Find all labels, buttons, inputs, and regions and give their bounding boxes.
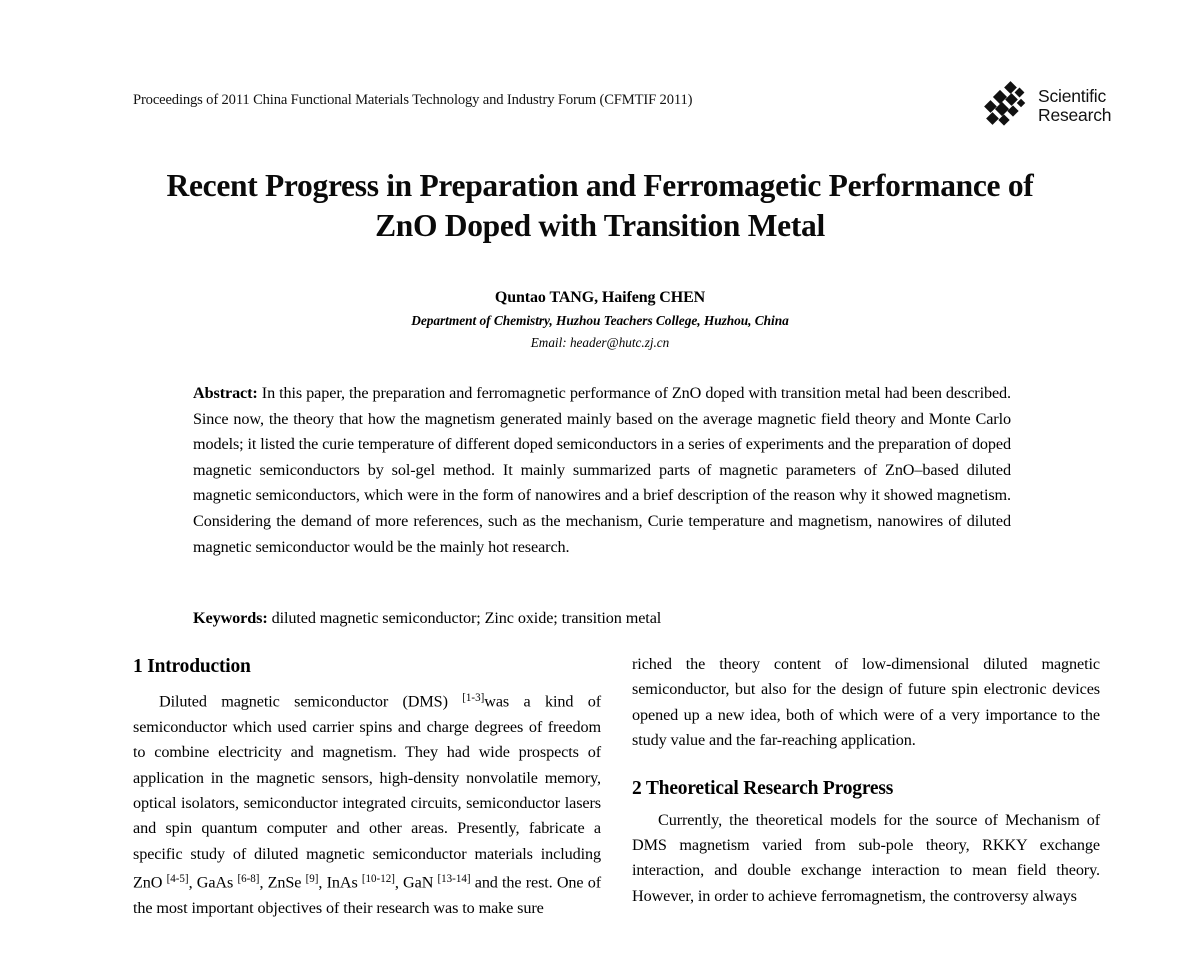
keywords-block — [193, 606, 1011, 632]
contact-email: Email: header@hutc.zj.cn — [530, 335, 670, 350]
body-column-left — [133, 652, 601, 921]
paragraph-introduction — [133, 686, 601, 921]
keywords-label: Keywords: — [193, 609, 268, 627]
intro-text-b: was a kind of semiconductor which used carrier spins and charge degrees of freedom to combine electricity and magnetism. They had wide prospects of application in the magnetic sensors, high-density nonvolatile memory, optical isolators, semiconductor integrated circuits, semiconductor lasers and spin quantum computer and other areas. Presently, fabricate a specific study of diluted magnetic semiconductor materials including ZnO — [133, 692, 601, 892]
affiliation: Department of Chemistry, Huzhou Teachers College, Huzhou, China — [411, 313, 789, 328]
abstract-text: In this paper, the preparation and ferromagnetic performance of ZnO doped with transition metal had been described. Since now, the theory that how the magnetism generated mainly based on the average magnetic field theory and Monte Carlo models; it listed the curie temperature of different doped semiconductors in a series of experiments and the preparation of doped magnetic semiconductors by sol-gel method. It mainly summarized parts of magnetic parameters of ZnO–based diluted magnetic semiconductors, which were in the form of nanowires and a brief description of the reason why it showed magnetism. Considering the demand of more references, such as the mechanism, Curie temperature and magnetism, nanowires of diluted magnetic semiconductor would be the mainly hot research. — [193, 384, 1011, 556]
author-list: Quntao TANG, Haifeng CHEN — [494, 289, 706, 306]
intro-text-g: and the rest. One of the most important objectives of their research was to make sure — [133, 873, 601, 917]
paragraph-introduction-continued: riched the theory content of low-dimensional diluted magnetic semiconductor, but also for the design of future spin electronic devices opened up a new idea, both of which were of a very importance to the study value and the far-reaching application. — [632, 655, 1100, 750]
body-column-right — [632, 652, 1100, 909]
abstract-label: Abstract: — [193, 384, 258, 402]
paragraph-theoretical-research: Currently, the theoretical models for the source of Mechanism of DMS magnetism varied from sub-pole theory, RKKY exchange interaction, and double exchange interaction to mean field theory. However, in order to achieve ferromagnetism, the controversy always — [632, 810, 1100, 905]
publisher-name — [1038, 87, 1111, 125]
intro-text-a: Diluted magnetic semiconductor (DMS) — [159, 692, 463, 711]
diamond-cluster-icon — [986, 83, 1032, 129]
keywords-text: diluted magnetic semiconductor; Zinc oxide; transition metal — [267, 609, 662, 627]
intro-text-f: , GaN — [394, 873, 438, 892]
citation-ref: [9] — [305, 873, 319, 886]
section-heading-introduction: 1 Introduction — [133, 656, 251, 677]
citation-ref: [1-3] — [462, 692, 485, 704]
intro-text-c: , GaAs — [188, 873, 238, 892]
section-heading-theoretical-research-progress: 2 Theoretical Research Progress — [632, 777, 894, 799]
abstract-block — [193, 381, 1011, 560]
intro-text-e: , InAs — [318, 873, 362, 892]
citation-ref: [10-12] — [361, 873, 395, 886]
citation-ref: [13-14] — [437, 873, 471, 886]
publisher-logo — [986, 78, 1118, 134]
citation-ref: [4-5] — [166, 873, 189, 886]
publisher-name-line1: Scientific — [1038, 86, 1107, 106]
intro-text-d: , ZnSe — [259, 873, 306, 892]
publisher-name-line2: Research — [1038, 105, 1112, 125]
running-head: Proceedings of 2011 China Functional Materials Technology and Industry Forum (CFMTIF 2011) — [133, 92, 693, 108]
page-title: Recent Progress in Preparation and Ferromagetic Performance of ZnO Doped with Transition Metal — [166, 168, 1034, 243]
citation-ref: [6-8] — [237, 873, 260, 886]
